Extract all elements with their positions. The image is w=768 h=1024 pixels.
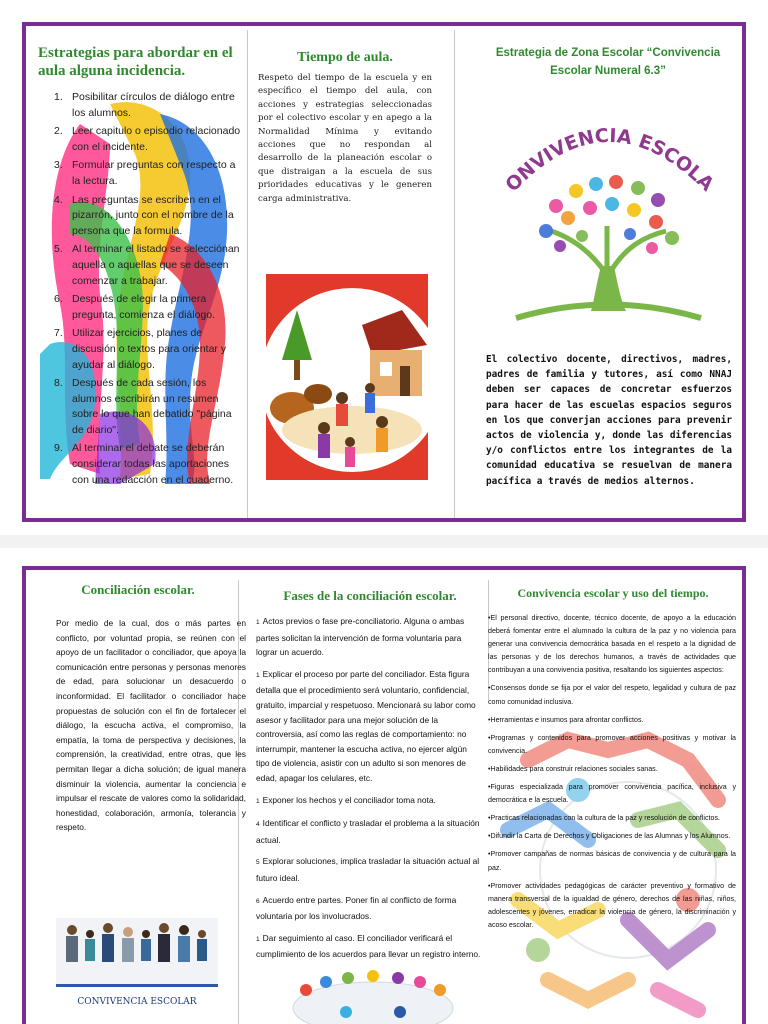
list-item: •Promover campañas de normas básicas de convivencia y de cultura para la paz. (488, 850, 736, 872)
list-item: 3. Formular preguntas con respecto a la lectura. (54, 159, 236, 187)
coexistence-title: Convivencia escolar y uso del tiempo. (517, 586, 709, 600)
village-illustration (262, 270, 432, 484)
list-item: •Practicas relacionadas con la cultura de la paz y resolución de conflictos. (488, 814, 720, 823)
list-item: 9. Al terminar el debate se deberán considerar todas las aportaciones con una redacción en el cuaderno. (54, 442, 234, 486)
list-item: 1 Explicar el proceso por parte del conciliador. Esta figura detalla que el procedimiento será voluntario, confidencial, gratuito, imparcial y respetuoso. Mencionará su labor como asesor y facilitador para una mejor solución de la controversia, así como las reglas de comportamiento: no interrumpir, mantener la escucha activa, no ejercer algún tipo de violencia, asistir con un adulto si son menores de edad, apagar los celulares, etc. (256, 668, 476, 783)
people-illustration (56, 918, 218, 1024)
list-item: 6. Después de elegir la primera pregunta, comienza el diálogo. (54, 293, 216, 321)
list-item: •Promover actividades pedagógicas de carácter preventivo y formativo de manera transversal de la igualdad de género, derechos de las niñas, niños, adolescentes y jóvenes, erradicar la violencia de género, la discriminación y acoso escolar. (488, 881, 736, 929)
list-item: •Programas y contenidos para promover acciones positivas y motivar la convivencia. (488, 733, 736, 755)
svg-text:CONVIVENCIA ESCOLAR: CONVIVENCIA ESCOLAR (77, 997, 197, 1007)
zone-strategy-title: Estrategia de Zona Escolar “Convivencia Escolar Numeral 6.3” (495, 47, 721, 77)
list-item: •Herramientas e insumos para afrontar conflictos. (488, 715, 644, 724)
coexistence-list (488, 612, 736, 937)
classroom-time-title: Tiempo de aula. (297, 50, 393, 65)
phases-list (256, 614, 482, 969)
svg-text:CONVIVENCIA ESCOLAR: ONVIVENCIA ESCOLA (501, 124, 718, 197)
list-item: 1 Exponer los hechos y el conciliador toma nota. (256, 794, 436, 805)
conciliation-title: Conciliación escolar. (81, 582, 195, 597)
column-divider (454, 30, 455, 518)
strategies-title: Estrategias para abordar en el aula alguna incidencia. (38, 45, 233, 79)
list-item: •Habilidades para construir relaciones sociales sanas. (488, 764, 658, 773)
list-item: 2. Leer capitulo o episodio relacionado con el incidente. (54, 125, 241, 153)
list-item: 6 Acuerdo entre partes. Poner fin al conflicto de forma voluntaria por los involucrados. (256, 894, 457, 922)
list-item: 8. Después de cada sesión, los alumnos escribirán un resumen sobre lo que han debatido "página de diario". (54, 377, 232, 436)
convivencia-tree-logo (496, 96, 720, 346)
list-item: 1 Actos previos o fase pre-conciliatorio. Alguna o ambas partes solicitan la intervención de forma voluntaria para lograr un acuerdo. (256, 616, 465, 658)
list-item: 4. Las preguntas se escriben en el pizarrón, junto con el nombre de la persona que la formula. (54, 193, 234, 237)
list-item: •El personal directivo, docente, técnico docente, de apoyo a la educación deberá fomentar entre el alumnado la cultura de la paz y no violencia para generar una convivencia democrática basada en el respeto a la dignidad de las personas y de los derechos humanos, a través de actividades que contribuyan a una convivencia positiva, resaltando los siguientes aspectos: (488, 614, 736, 675)
list-item: 7. Utilizar ejercicios, planes de discusión o textos para orientar y ayudar al diálogo. (54, 327, 227, 371)
strategies-list (54, 90, 244, 491)
list-item: •Consensos donde se fija por el valor del respeto, legalidad y cultura de paz como comunidad inclusiva. (488, 684, 736, 706)
list-item: 1. Posibilitar círculos de diálogo entre los alumnos. (54, 91, 235, 119)
zone-strategy-text: El colectivo docente, directivos, madres, padres de familia y tutores, así como NNAJ deben ser capaces de concretar esfuerzos para hacer de las escuelas espacios seguros en los que converjan acciones para prevenir actos de violencia y, donde las diferencias y/o conflictos entre los integrantes de la comunidad educativa se resuelvan de manera pacífica a través de medios alternos. (486, 354, 732, 487)
list-item: 1 Dar seguimiento al caso. El conciliador verificará el cumplimiento de los acuerdos para llevar un registro interno. (256, 932, 481, 960)
column-divider (247, 30, 248, 518)
classroom-time-text: Respeto del tiempo de la escuela y en específico el tiempo del aula, con acciones y estrategias seleccionadas por el colectivo escolar y en apego a la Normalidad Mínima y evitando acciones que no respondan al desarrollo de la planeación escolar o que distraigan a la escuela de sus prioridades educativas y le generen carga administrativa. (258, 73, 432, 204)
list-item: 4 Identificar el conflicto y trasladar el problema a la situación actual. (256, 818, 480, 845)
phases-title: Fases de la conciliación escolar. (283, 588, 457, 603)
list-item: 5. Al terminar el listado se selecciónan aquella o aquellas que se deseen comenzar a trabajar. (54, 243, 240, 287)
list-item: 5 Explorar soluciones, implica trasladar la situación actual al futuro ideal. (256, 856, 480, 883)
meeting-circle-illustration (286, 968, 460, 1024)
list-item: •Difundir la Carta de Derechos y Obligaciones de las Alumnas y los Alumnos. (488, 832, 731, 841)
conciliation-text: Por medio de la cual, dos o más partes en conflicto, por voluntad propia, se reúnen con el apoyo de un facilitador o conciliador, que apoya la comunicación entre personas y personas menores de edad, para solucionar un desacuerdo o inconformidad. El facilitador o conciliador hace propuestas de solución con el fin de fortalecer el diálogo, la escucha activa, el compromiso, la empatía, la toma de perspectiva y decisiones, la comprensión, la creatividad, entre otras, que les permitan llegar a dicha solución; de igual manera disminuir la violencia, aumentar la conciencia e impulsar el rescate de valores como la solidaridad, honestidad, colaboración, armonía, tolerancia y respeto. (56, 618, 246, 833)
list-item: •Figuras especializada para promover convivencia pacífica, inclusiva y democrática e la escuela. (488, 783, 736, 805)
